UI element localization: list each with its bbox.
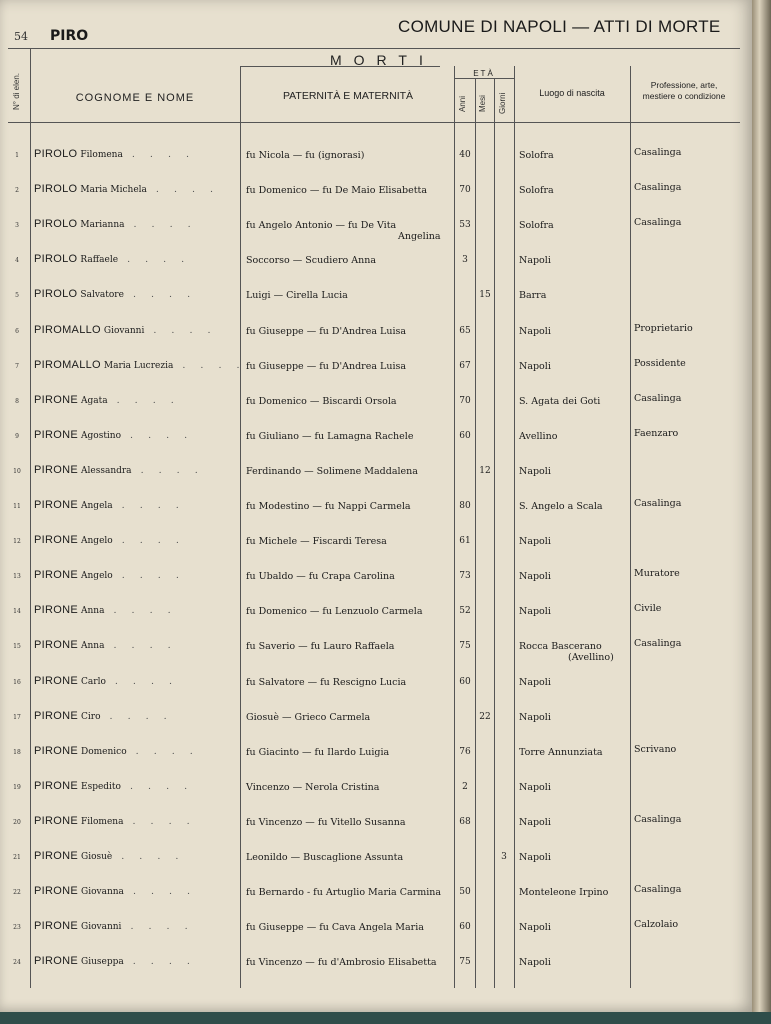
age-days: 3 (501, 852, 507, 862)
leader-dots: . . . . (121, 921, 194, 933)
age-years: 70 (459, 185, 471, 196)
col-divider-days (514, 66, 515, 988)
surname: PIRONE (34, 393, 78, 406)
age-years: 75 (459, 957, 471, 968)
parentage: Leonildo — Buscaglione Assunta (246, 852, 404, 863)
birthplace: Napoli (519, 852, 551, 863)
age-years: 68 (459, 816, 471, 827)
profession: Scrivano (634, 743, 677, 755)
profession: Proprietario (634, 322, 693, 334)
profession: Casalinga (634, 147, 682, 158)
surname: PIRONE (34, 428, 78, 441)
first-name: Giosuè (81, 852, 113, 862)
row-number: 20 (13, 818, 21, 826)
first-name: Marianna (80, 220, 125, 231)
leader-dots: . . . . (146, 184, 220, 196)
parentage: Ferdinando — Solimene Maddalena (246, 465, 418, 477)
leader-dots: . . . . (144, 324, 217, 336)
age-years: 80 (459, 501, 471, 511)
deceased-name (34, 569, 185, 581)
first-name: Angelo (81, 536, 113, 547)
parentage: fu Giuseppe — fu D'Andrea Luisa (246, 360, 407, 372)
col-header-name: COGNOME E NOME (75, 92, 195, 104)
age-years: 50 (459, 887, 471, 898)
surname: PIRONE (34, 814, 78, 827)
surname: PIROMALLO (34, 358, 101, 371)
col-header-months: Mesi (478, 95, 487, 112)
deceased-name (34, 183, 219, 195)
birthplace: Solofra (519, 185, 554, 197)
birthplace: S. Angelo a Scala (519, 501, 603, 512)
deceased-name (34, 815, 196, 827)
parentage: fu Nicola — fu (ignorasi) (246, 150, 365, 161)
surname: PIRONE (34, 499, 78, 511)
parentage: Vincenzo — Nerola Cristina (246, 781, 380, 793)
leader-dots: . . . . (112, 570, 185, 582)
row-number: 9 (15, 432, 19, 440)
section-title: MORTI (330, 52, 435, 68)
age-years: 60 (459, 676, 471, 687)
leader-dots: . . . . (123, 289, 197, 301)
row-number: 6 (15, 327, 19, 335)
col-divider-parents (454, 66, 455, 988)
first-name: Maria Michela (80, 185, 147, 196)
col-header-years: Anni (458, 95, 467, 112)
col-header-profession-line2: mestiere o condizione (642, 91, 726, 101)
row-number: 5 (15, 292, 19, 300)
surname: PIRONE (34, 779, 78, 792)
leader-dots: . . . . (173, 359, 246, 371)
row-number: 8 (15, 397, 19, 405)
col-header-age: ETÀ (473, 69, 495, 78)
first-name: Espedito (81, 781, 121, 792)
col-header-birthplace: Luogo di nascita (539, 88, 605, 98)
deceased-name (34, 148, 195, 160)
table-top-rule (8, 48, 740, 49)
birthplace: Napoli (519, 360, 551, 372)
surname: PIRONE (34, 604, 78, 617)
background-cloth (0, 1012, 771, 1024)
parentage: fu Angelo Antonio — fu De Vita (246, 220, 397, 232)
age-years: 60 (459, 430, 471, 441)
row-number: 17 (13, 713, 21, 721)
leader-dots: . . . . (105, 675, 179, 687)
age-years: 61 (459, 536, 471, 547)
surname: PIRONE (34, 463, 78, 476)
age-years: 60 (459, 922, 471, 933)
birthplace: Napoli (519, 465, 551, 477)
first-name: Giovanni (103, 325, 145, 336)
profession: Casalinga (634, 813, 682, 825)
birthplace: Solofra (519, 220, 554, 232)
age-years: 52 (459, 606, 471, 617)
leader-dots: . . . . (112, 500, 185, 511)
deceased-name (34, 534, 185, 546)
first-name: Filomena (81, 816, 124, 827)
book-gutter (752, 0, 771, 1024)
leader-dots: . . . . (104, 605, 177, 617)
leader-dots: . . . . (120, 780, 194, 792)
deceased-name (34, 780, 193, 792)
leader-dots: . . . . (123, 815, 196, 827)
birthplace-province: (Avellino) (568, 652, 614, 664)
parentage: fu Giuseppe — fu Cava Angela Maria (246, 922, 424, 934)
row-number: 13 (13, 573, 21, 581)
first-name: Maria Lucrezia (103, 360, 174, 371)
first-name: Anna (81, 606, 105, 617)
profession: Civile (634, 603, 662, 615)
parentage: Luigi — Cirella Lucia (246, 290, 348, 302)
age-years: 70 (459, 395, 471, 406)
col-divider-place (630, 66, 631, 988)
first-name: Angela (81, 501, 113, 511)
row-number: 1 (15, 152, 19, 159)
first-name: Filomena (80, 150, 123, 160)
col-header-profession-line1: Professione, arte, (650, 80, 718, 90)
parentage: fu Giuseppe — fu D'Andrea Luisa (246, 325, 407, 337)
parentage: fu Modestino — fu Nappi Carmela (246, 501, 411, 512)
first-name: Giuseppa (81, 957, 124, 968)
surname: PIRONE (34, 920, 78, 933)
profession: Possidente (634, 357, 686, 369)
surname: PIROLO (34, 253, 78, 266)
row-number: 23 (13, 924, 21, 932)
age-years: 3 (462, 255, 468, 266)
leader-dots: . . . . (112, 535, 185, 547)
row-number: 22 (13, 889, 21, 897)
col-header-num: N° di elen. (12, 73, 21, 110)
deceased-name (34, 710, 173, 722)
birthplace: Napoli (519, 781, 551, 793)
deceased-name (34, 675, 178, 687)
leader-dots: . . . . (107, 394, 180, 406)
row-number: 10 (13, 467, 21, 475)
birthplace: Barra (519, 290, 547, 302)
birthplace: Napoli (519, 711, 551, 723)
first-name: Salvatore (80, 290, 124, 301)
age-years: 67 (459, 360, 471, 371)
parentage: Soccorso — Scudiero Anna (246, 255, 376, 267)
birthplace: Napoli (519, 325, 551, 337)
deceased-name (34, 499, 185, 511)
first-name: Anna (81, 641, 105, 652)
age-years: 2 (462, 781, 468, 792)
parentage: fu Domenico — Biscardi Orsola (246, 395, 397, 407)
birthplace: Torre Annunziata (519, 746, 603, 758)
first-name: Raffaele (80, 255, 119, 266)
first-name: Ciro (81, 711, 101, 722)
row-number: 18 (13, 748, 21, 756)
birthplace: Napoli (519, 922, 551, 934)
parentage: fu Giacinto — fu Ilardo Luigia (246, 746, 390, 758)
row-number: 3 (15, 222, 19, 230)
row-number: 16 (13, 678, 21, 686)
parentage: fu Domenico — fu De Maio Elisabetta (246, 185, 427, 197)
birthplace: Napoli (519, 571, 551, 583)
first-name: Agata (81, 395, 108, 406)
first-name: Domenico (81, 746, 127, 757)
register-title: COMUNE DI NAPOLI — ATTI DI MORTE (398, 17, 721, 36)
surname: PIROLO (34, 288, 78, 301)
running-head: PIRO (50, 28, 89, 44)
birthplace: Solofra (519, 150, 554, 161)
row-number: 11 (13, 503, 21, 510)
surname: PIRONE (34, 534, 78, 547)
age-months: 15 (479, 290, 491, 301)
parentage-continued: Angelina (398, 231, 441, 243)
col-header-profession (632, 80, 736, 102)
deceased-name (34, 850, 184, 862)
leader-dots: . . . . (123, 886, 197, 898)
profession: Casalinga (634, 182, 682, 194)
parentage: fu Ubaldo — fu Crapa Carolina (246, 571, 395, 583)
age-years: 40 (459, 150, 471, 160)
col-divider-years (475, 78, 476, 988)
parentage: fu Vincenzo — fu d'Ambrosio Elisabetta (246, 957, 437, 969)
deceased-name (34, 885, 196, 897)
birthplace: Napoli (519, 957, 551, 969)
row-number: 24 (13, 959, 21, 967)
birthplace: Napoli (519, 255, 551, 267)
birthplace: Avellino (519, 430, 558, 442)
deceased-name (34, 429, 193, 441)
first-name: Giovanna (81, 887, 124, 898)
deceased-name (34, 955, 196, 967)
row-number: 21 (13, 854, 21, 861)
row-number: 12 (13, 538, 21, 546)
surname: PIRONE (34, 569, 78, 582)
leader-dots: . . . . (100, 710, 173, 722)
leader-dots: . . . . (104, 640, 177, 652)
deceased-name (34, 604, 177, 616)
first-name: Agostino (81, 430, 122, 441)
birthplace: Monteleone Irpino (519, 887, 609, 899)
first-name: Alessandra (81, 465, 132, 476)
age-years: 75 (459, 641, 471, 652)
age-years: 76 (459, 746, 471, 757)
col-divider-name (240, 66, 241, 988)
row-number: 15 (13, 643, 21, 651)
age-years: 65 (459, 325, 471, 336)
row-number: 7 (15, 362, 19, 370)
deceased-name (34, 464, 204, 476)
first-name: Giovanni (81, 922, 122, 933)
profession: Casalinga (634, 392, 682, 404)
age-months: 12 (479, 465, 491, 476)
surname: PIRONE (34, 674, 78, 687)
parentage: fu Giuliano — fu Lamagna Rachele (246, 430, 414, 442)
leader-dots: . . . . (123, 956, 196, 968)
birthplace: Napoli (519, 816, 551, 828)
surname: PIROLO (34, 183, 78, 196)
profession: Casalinga (634, 638, 682, 650)
surname: PIRONE (34, 639, 78, 652)
birthplace: Napoli (519, 536, 551, 548)
surname: PIRONE (34, 850, 78, 862)
deceased-name (34, 253, 190, 265)
age-years: 73 (459, 571, 471, 582)
parentage: fu Vincenzo — fu Vitello Susanna (246, 816, 406, 828)
age-years: 53 (459, 220, 471, 231)
leader-dots: . . . . (126, 745, 199, 757)
profession: Faenzaro (634, 427, 679, 439)
first-name: Angelo (81, 571, 113, 582)
col-header-days: Giorni (498, 92, 507, 114)
leader-dots: . . . . (121, 429, 194, 441)
surname: PIRONE (34, 955, 78, 968)
row-number: 14 (13, 608, 21, 616)
surname: PIRONE (34, 709, 78, 722)
birthplace: Napoli (519, 676, 551, 688)
leader-dots: . . . . (112, 851, 185, 862)
row-number: 19 (13, 783, 21, 791)
surname: PIROLO (34, 218, 78, 231)
profession: Muratore (634, 568, 680, 580)
deceased-name (34, 359, 246, 371)
parentage: fu Michele — Fiscardi Teresa (246, 536, 387, 548)
surname: PIROLO (34, 148, 78, 160)
page-number: 54 (14, 30, 28, 43)
surname: PIRONE (34, 744, 78, 757)
birthplace: S. Agata dei Goti (519, 395, 601, 407)
profession: Casalinga (634, 884, 682, 896)
surname: PIROMALLO (34, 323, 101, 336)
birthplace: Napoli (519, 606, 551, 618)
deceased-name (34, 218, 197, 230)
profession: Calzolaio (634, 919, 679, 931)
leader-dots: . . . . (131, 464, 204, 476)
col-divider-num (30, 48, 31, 988)
parentage: fu Salvatore — fu Rescigno Lucia (246, 676, 407, 688)
col-header-parents: PATERNITÀ E MATERNITÀ (282, 90, 414, 102)
birthplace: Rocca Bascerano (519, 641, 602, 653)
row-number: 2 (15, 187, 19, 195)
profession: Casalinga (634, 217, 682, 229)
deceased-name (34, 324, 217, 336)
leader-dots: . . . . (124, 219, 197, 231)
parentage: fu Bernardo - fu Artuglio Maria Carmina (246, 887, 442, 899)
deceased-name (34, 394, 180, 406)
first-name: Carlo (81, 676, 106, 687)
parentage: fu Saverio — fu Lauro Raffaela (246, 641, 395, 653)
age-months: 22 (479, 711, 491, 722)
leader-dots: . . . . (122, 149, 196, 160)
parentage: Giosuè — Grieco Carmela (246, 711, 371, 723)
deceased-name (34, 745, 199, 757)
profession: Casalinga (634, 498, 682, 509)
deceased-name (34, 920, 194, 932)
leader-dots: . . . . (118, 254, 191, 266)
row-number: 4 (15, 257, 19, 265)
deceased-name (34, 639, 177, 651)
parentage: fu Domenico — fu Lenzuolo Carmela (246, 606, 423, 618)
surname: PIRONE (34, 885, 78, 898)
deceased-name (34, 288, 196, 300)
